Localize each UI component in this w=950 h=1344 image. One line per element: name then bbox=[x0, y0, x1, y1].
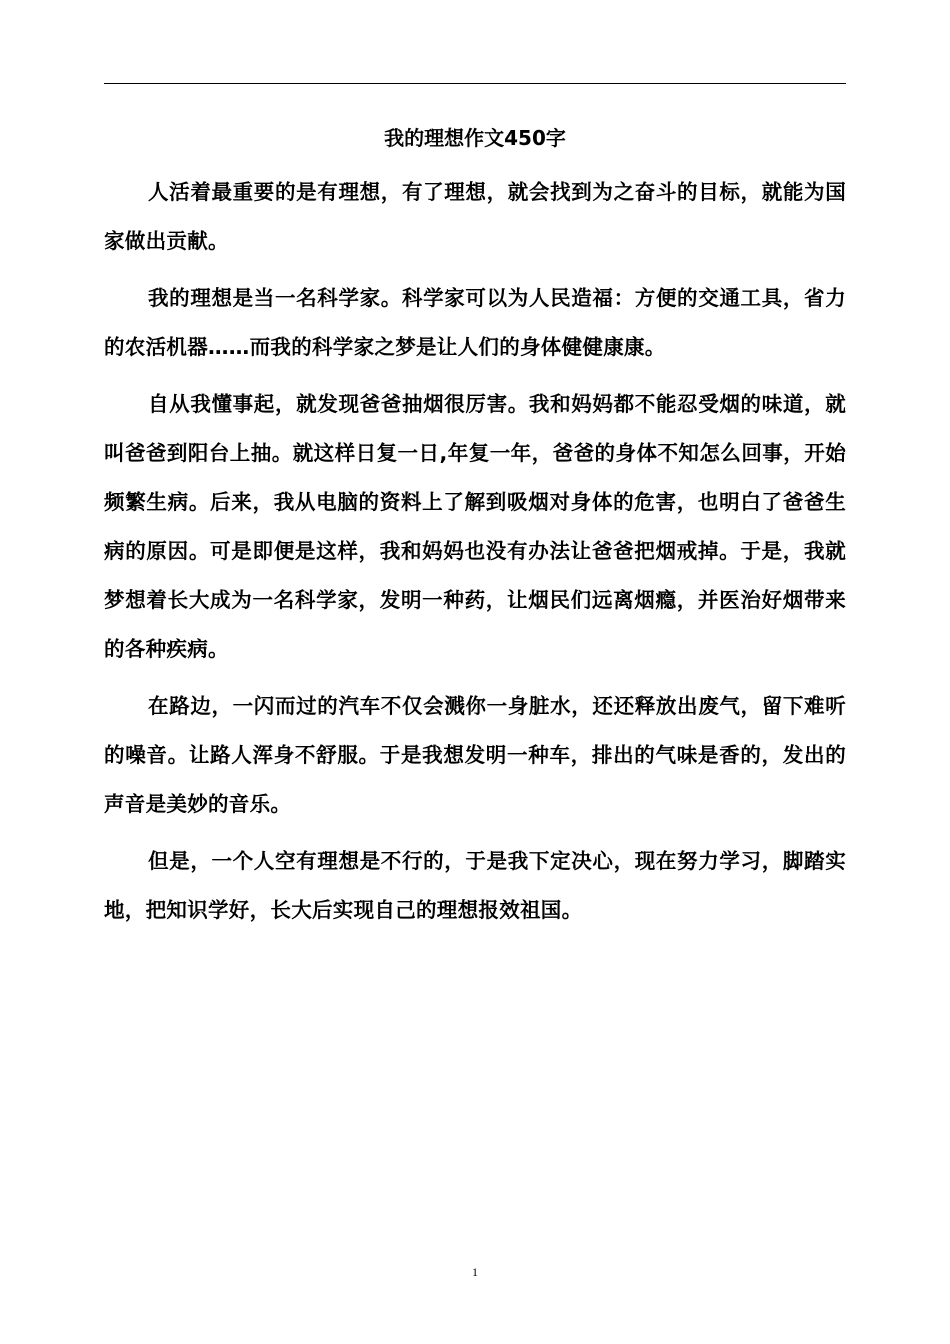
paragraph-2: 我的理想是当一名科学家。科学家可以为人民造福：方便的交通工具，省力的农活机器……而我的科学家之梦是让人们的身体健健康康。 bbox=[104, 286, 846, 359]
header-rule bbox=[104, 83, 846, 84]
paragraph-4: 在路边，一闪而过的汽车不仅会溅你一身脏水，还还释放出废气，留下难听的噪音。让路人浑身不舒服。于是我想发明一种车，排出的气味是香的，发出的声音是美妙的音乐。 bbox=[104, 694, 846, 816]
document-title: 我的理想作文450字 bbox=[384, 126, 566, 150]
document-body bbox=[104, 118, 846, 943]
page-number: 1 bbox=[472, 1265, 478, 1279]
paragraph-3: 自从我懂事起，就发现爸爸抽烟很厉害。我和妈妈都不能忍受烟的味道，就叫爸爸到阳台上抽。就这样日复一日,年复一年，爸爸的身体不知怎么回事，开始频繁生病。后来，我从电脑的资料上了解到吸烟对身体的危害，也明白了爸爸生病的原因。可是即便是这样，我和妈妈也没有办法让爸爸把烟戒掉。于是，我就梦想着长大成为一名科学家，发明一种药，让烟民们远离烟瘾，并医治好烟带来的各种疾病。 bbox=[104, 392, 846, 661]
paragraph-1: 人活着最重要的是有理想，有了理想，就会找到为之奋斗的目标，就能为国家做出贡献。 bbox=[104, 180, 846, 253]
paragraph-5: 但是，一个人空有理想是不行的，于是我下定决心，现在努力学习，脚踏实地，把知识学好，长大后实现自己的理想报效祖国。 bbox=[104, 849, 846, 922]
